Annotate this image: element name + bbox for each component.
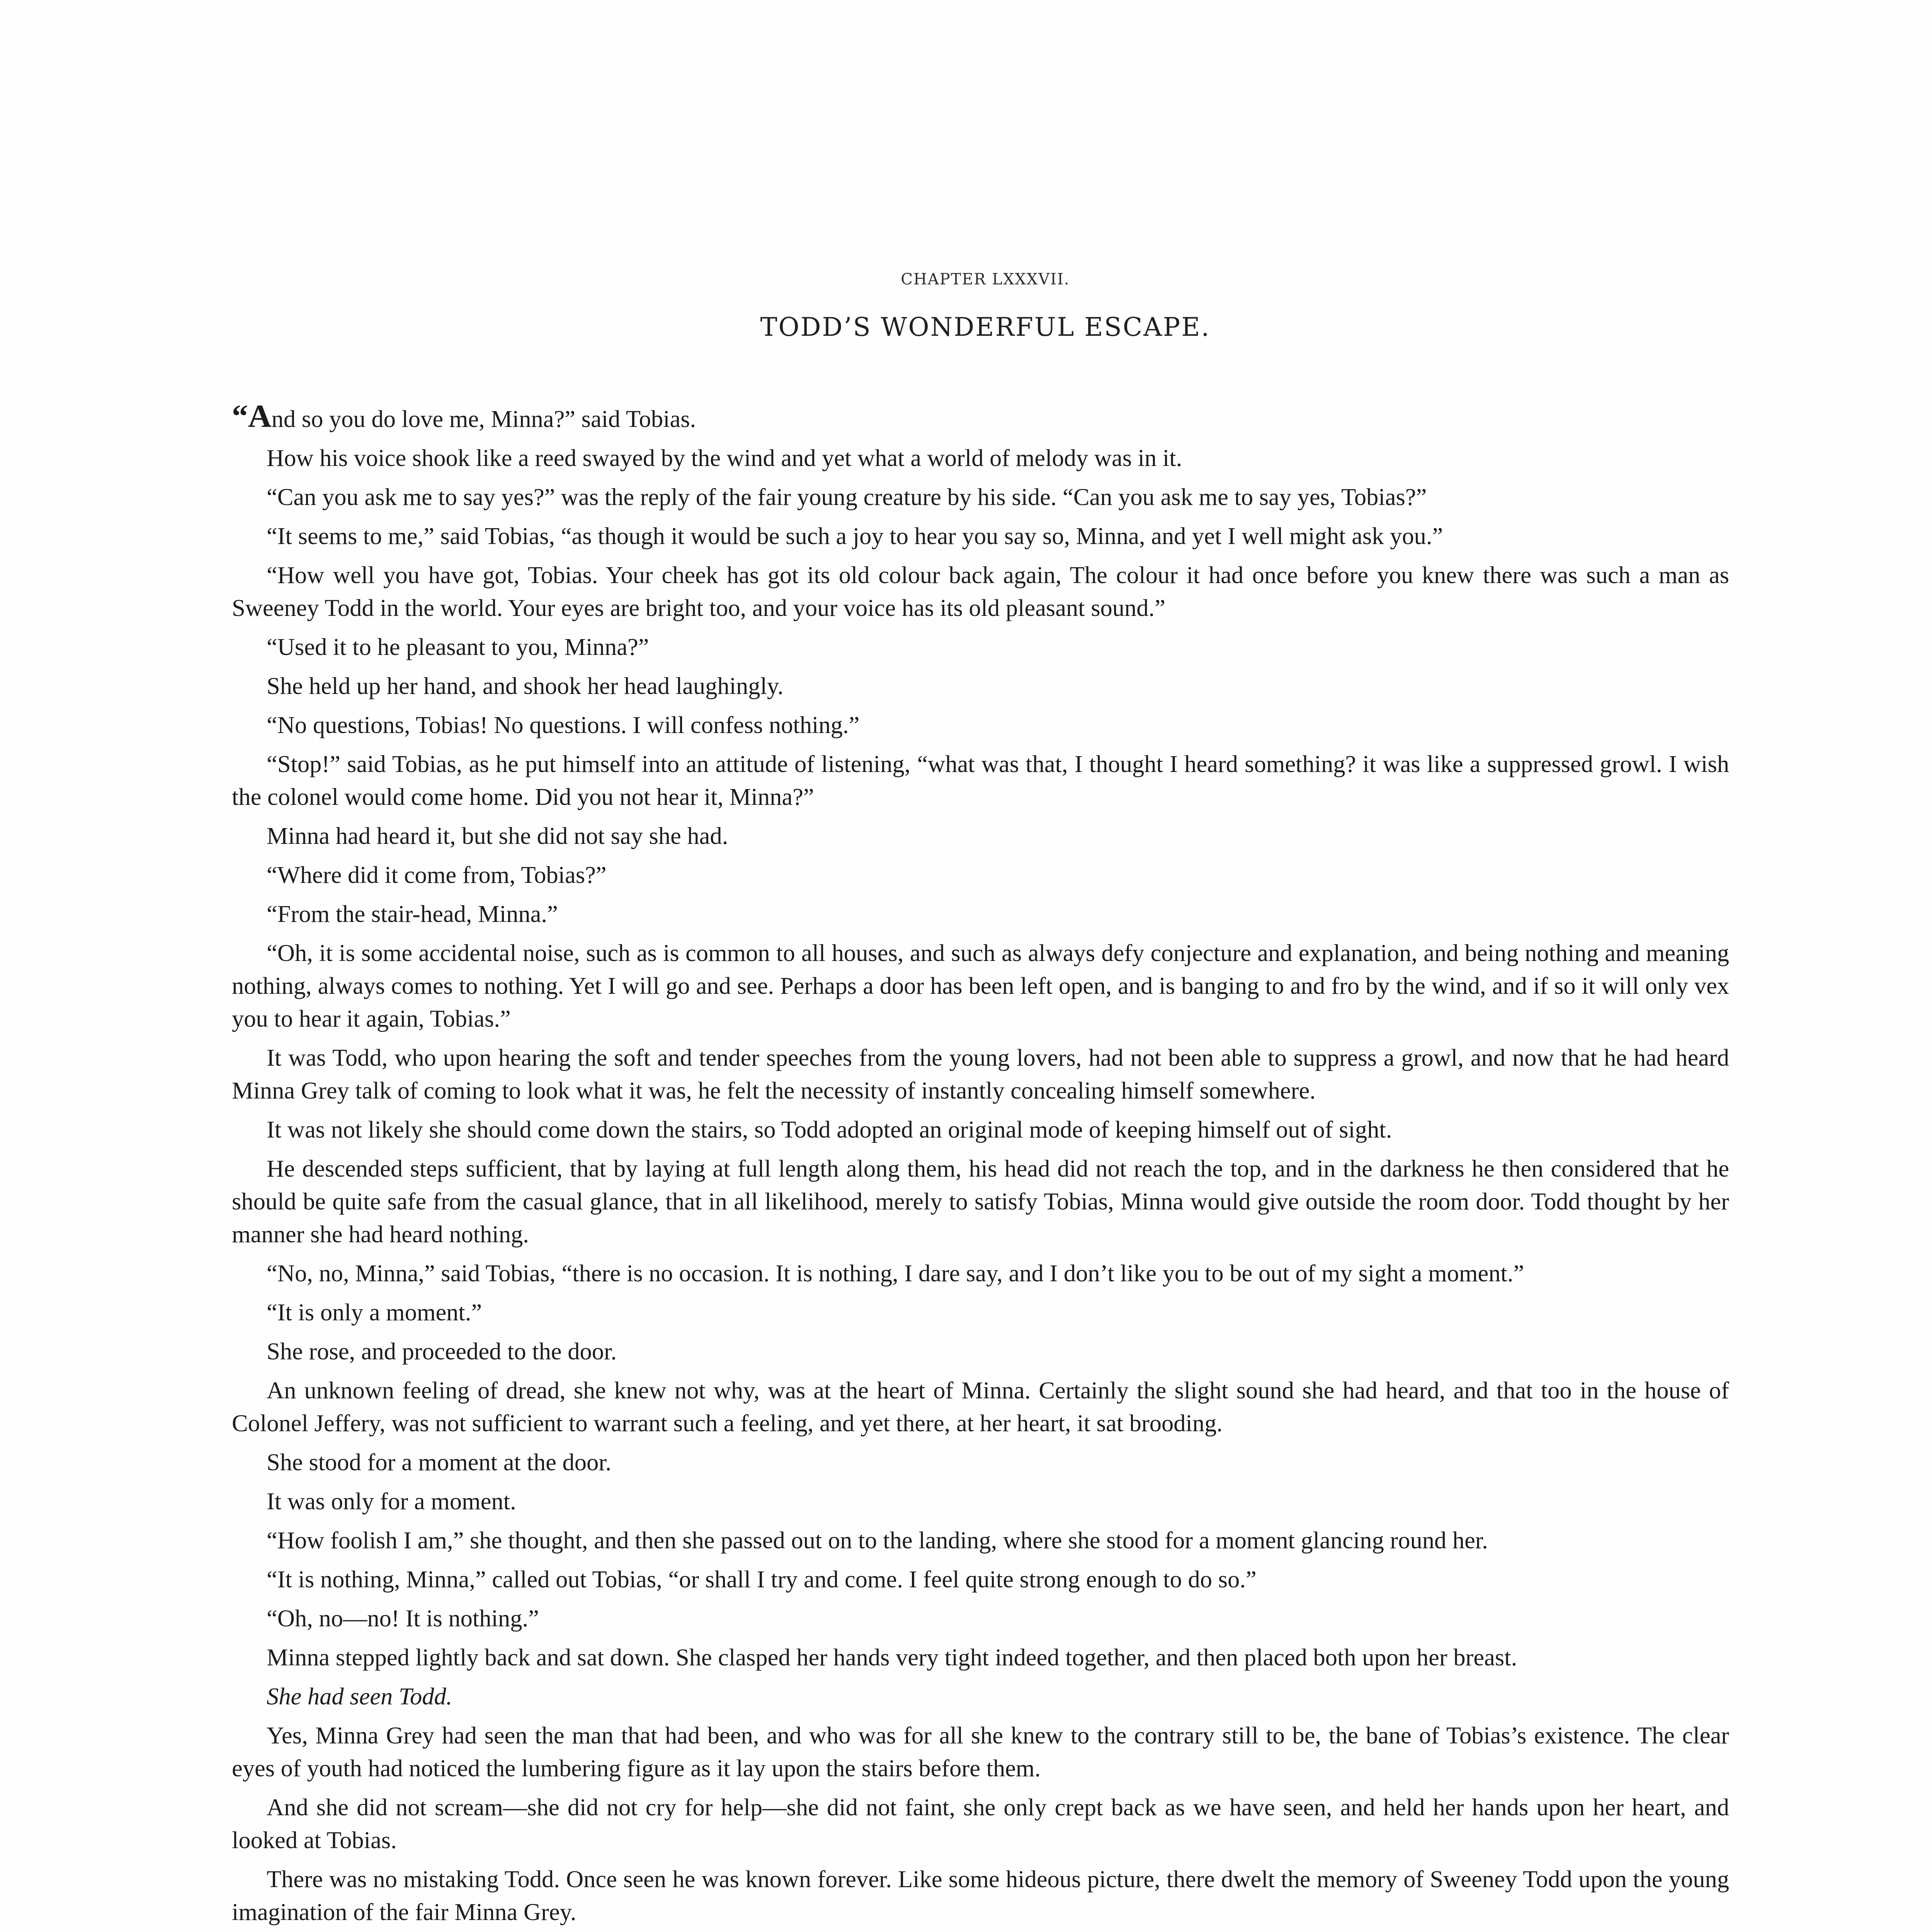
paragraph: “Used it to he pleasant to you, Minna?” [267,633,649,660]
paragraph: “No questions, Tobias! No questions. I will confess nothing.” [267,711,860,738]
paragraph: “Oh, no—no! It is nothing.” [267,1605,539,1632]
paragraph: Minna had heard it, but she did not say she had. [267,822,728,849]
paragraph: “It seems to me,” said Tobias, “as though it would be such a joy to hear you say so, Minna, and yet I well might ask you.” [267,522,1443,549]
paragraph: “From the stair-head, Minna.” [267,900,558,927]
paragraph: An unknown feeling of dread, she knew not why, was at the heart of Minna. Certainly the slight sound she had heard, and that too in the house of Colonel Jeffery, was not sufficient to warrant such a feeling, and yet there, at her heart, it sat brooding. [232,1377,1729,1437]
paragraph: It was not likely she should come down the stairs, so Todd adopted an original mode of keeping himself out of sight. [267,1116,1392,1143]
paragraph: “Where did it come from, Tobias?” [267,861,607,888]
paragraph: “Stop!” said Tobias, as he put himself into an attitude of listening, “what was that, I thought I heard something? it was like a suppressed growl. I wish the colonel would come home. Did you not hear it, Minna?” [232,750,1729,810]
drop-cap: “A [232,398,272,434]
opening-text: nd so you do love me, Minna?” said Tobias. [271,405,696,432]
paragraph: “Oh, it is some accidental noise, such as is common to all houses, and such as always defy conjecture and explanation, and being nothing and meaning nothing, always comes to nothing. Yet I will go and see. Perhaps a door has been left open, and is banging to and fro by the wind, and if so it will only vex you to hear it again, Tobias.” [232,939,1729,1032]
chapter-number: CHAPTER LXXXVII. [901,270,1070,288]
paragraph: And she did not scream—she did not cry for help—she did not faint, she only crept back as we have seen, and held her hands upon her heart, and looked at Tobias. [232,1794,1729,1854]
paragraph: “It is only a moment.” [267,1299,482,1326]
paragraph: She stood for a moment at the door. [267,1449,612,1476]
paragraph: Yes, Minna Grey had seen the man that had been, and who was for all she knew to the contrary still to be, the bane of Tobias’s existence. The clear eyes of youth had noticed the lumbering figure as it lay upon the stairs before them. [232,1722,1729,1782]
paragraph: “Can you ask me to say yes?” was the reply of the fair young creature by his side. “Can you ask me to say yes, Tobias?” [267,483,1427,510]
paragraph: Minna stepped lightly back and sat down. She clasped her hands very tight indeed together, and then placed both upon her breast. [267,1644,1517,1671]
paragraph: “No, no, Minna,” said Tobias, “there is no occasion. It is nothing, I dare say, and I don’t like you to be out of my sight a moment.” [267,1260,1524,1287]
paragraph: “How foolish I am,” she thought, and then she passed out on to the landing, where she stood for a moment glancing round her. [267,1527,1488,1554]
paragraph: He descended steps sufficient, that by laying at full length along them, his head did not reach the top, and in the darkness he then considered that he should be quite safe from the casual glance, that in all likelihood, merely to satisfy Tobias, Minna would give outside the room door. Todd thought by her manner she had heard nothing. [232,1155,1729,1248]
paragraph: She rose, and proceeded to the door. [267,1338,617,1365]
paragraph: She held up her hand, and shook her head laughingly. [267,672,784,699]
italic-paragraph: She had seen Todd. [267,1683,452,1710]
paragraph: It was Todd, who upon hearing the soft and tender speeches from the young lovers, had not been able to suppress a growl, and now that he had heard Minna Grey talk of coming to look what it was, he felt the necessity of instantly concealing himself somewhere. [232,1044,1729,1104]
chapter-text [232,400,1729,1932]
paragraph: “How well you have got, Tobias. Your cheek has got its old colour back again, The colour it had once before you knew there was such a man as Sweeney Todd in the world. Your eyes are bright too, and your voice has its old pleasant sound.” [232,561,1729,621]
opening-paragraph [232,400,1729,435]
chapter-title: TODD’S WONDERFUL ESCAPE. [760,312,1211,342]
paragraph: There was no mistaking Todd. Once seen he was known forever. Like some hideous picture, there dwelt the memory of Sweeney Todd upon the young imagination of the fair Minna Grey. [232,1866,1729,1925]
paragraph: It was only for a moment. [267,1488,516,1515]
paragraph: “It is nothing, Minna,” called out Tobias, “or shall I try and come. I feel quite strong enough to do so.” [267,1566,1257,1593]
paragraph: How his voice shook like a reed swayed by the wind and yet what a world of melody was in it. [267,444,1182,471]
